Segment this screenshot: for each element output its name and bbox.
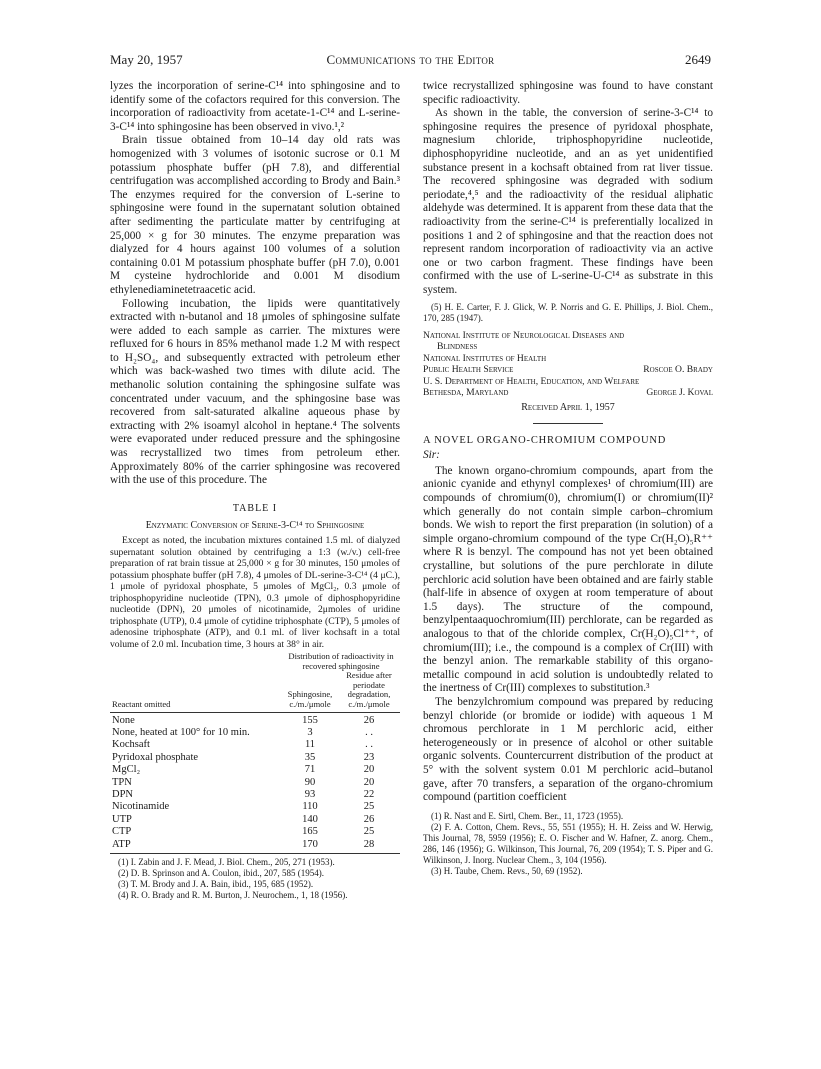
footnote: (1) R. Nast and E. Sirtl, Chem. Ber., 11, 1723 (1955). (431, 810, 624, 821)
cell-residue: 23 (363, 751, 375, 763)
cell-sphingosine: 110 (302, 801, 318, 813)
table-row (110, 814, 400, 826)
paragraph: The known organo-chromium compounds, apart from the anionic cyanide and ethynyl complexes¹ of chromium(III) are compounds of chromium(0), chromium(I) or chromium(II)² which generally do not contain simple carbon–chromium bonds. We wish to report the first preparation (in solution) of a simple organo-chromium compound of the type Cr(H₂O)₅R⁺⁺ where R is benzyl. The compound has not yet been obtained crystalline, but solutions of the pure perchlorate in dilute perchloric acid solution have been obtained and are fairly stable (half-life in absence of oxygen at room temperature of about 1.5 days). The structure of the compound, benzylpentaaquochromium(III) perchlorate, can be regarded as analogous to that of the chloride complex, Cr(H₂O)₅Cl⁺⁺, of chromium(III); i.e., the compound is a complex of Cr(III) with the benzyl anion. The remarkable stability of this organo-metallic compound in acid solution is undoubtedly related to the inertness of Cr(III) complexes to substitution.³ (423, 464, 713, 695)
footnote: (2) F. A. Cotton, Chem. Revs., 55, 551 (1955); H. H. Zeiss and W. Herwig, This Journal, 78, 5959 (1956); E. O. Fischer and W. Hafner, Z. anorg. Chem., 286, 146 (1956); G. Wilkinson, This Journal, 76, 209 (1954); T. S. Piper and G. Wilkinson, J. Inorg. Nuclear Chem., 3, 104 (1956). (423, 821, 713, 865)
table-row (110, 727, 400, 739)
cell-residue: 25 (363, 801, 375, 813)
cell-sphingosine: 140 (302, 813, 318, 825)
page-number: 2649 (685, 52, 711, 67)
cell-sphingosine: 170 (282, 839, 338, 854)
left-column (110, 80, 400, 901)
cell-reactant: Nicotinamide (112, 801, 170, 813)
paragraph: The benzylchromium compound was prepared by reducing benzyl chloride (or bromide or iodide) with aqueous 1 M chromous perchlorate in 1 M perchloric acid, either heterogeneously or in presence of alcohol or other suitable organic solvents. Countercurrent distribution of the product at 5° with the solvent system 0.01 M perchloric acid–butanol gave, after 70 transfers, a separation of the organo-chromium compound (partition coefficient (423, 695, 713, 804)
affiliation-line: Bethesda, Maryland (423, 387, 509, 399)
cell-residue: . . (365, 726, 373, 738)
salutation: Sir: (423, 449, 440, 462)
cell-reactant: UTP (112, 813, 132, 825)
cell-sphingosine: 155 (302, 714, 318, 726)
cell-residue: 22 (363, 789, 375, 800)
section-divider (533, 423, 603, 424)
affiliation-line: National Institutes of Health (423, 352, 547, 364)
cell-sphingosine: 165 (302, 826, 318, 838)
right-column (423, 80, 713, 877)
table-body (110, 712, 400, 853)
cell-residue: 28 (338, 839, 400, 854)
table-row (110, 712, 400, 727)
cell-sphingosine: 11 (304, 739, 316, 751)
table-group-header: Distribution of radioactivity in recovered sphingosine (288, 651, 394, 671)
cell-reactant: None (112, 714, 135, 726)
cell-reactant: Kochsaft (112, 739, 150, 751)
footnote: (3) H. Taube, Chem. Revs., 50, 69 (1952). (431, 865, 583, 876)
affiliation-line: Public Health Service (423, 364, 514, 376)
cell-sphingosine: 90 (304, 776, 316, 788)
received-date: Received April 1, 1957 (521, 402, 615, 414)
col-header-residue: Residue after periodate degradation, c./m./μmole (338, 671, 400, 712)
cell-residue: 25 (363, 826, 375, 838)
header-journal-section: Communications to the Editor (326, 52, 495, 67)
table-caption: Enzymatic Conversion of Serine-3-C¹⁴ to Sphingosine (145, 520, 365, 532)
footnote: (1) I. Zabin and J. F. Mead, J. Biol. Chem., 205, 271 (1953). (118, 857, 335, 868)
col-header-sphingosine: Sphingosine, c./m./μmole (282, 671, 338, 712)
table-row (110, 739, 400, 751)
paragraph: lyzes the incorporation of serine-C¹⁴ into sphingosine and to identify some of the cofactors required for this conversion. The incorporation of radioactivity from acetate-1-C¹⁴ and L-serine-3-C¹⁴ into sphingosine has been observed in vivo.¹,² (110, 80, 400, 133)
author-name: George J. Koval (646, 387, 713, 399)
cell-residue: 26 (363, 813, 375, 825)
cell-sphingosine: 71 (304, 764, 316, 776)
affiliation-line: U. S. Department of Health, Education, and Welfare (423, 375, 640, 387)
table-row (110, 777, 400, 789)
paragraph: As shown in the table, the conversion of serine-3-C¹⁴ to sphingosine requires the presence of pyridoxal phosphate, magnesium chloride, triphosphopyridine nucleotide, diphosphopyridine nucleotide, and an as yet unidentified substance present in a kochsaft obtained from rat liver tissue. The recovered sphingosine was degraded with sodium periodate,⁴,⁵ and the radioactivity of the residual aliphatic aldehyde was determined. It is apparent from these data that the radioactivity from the serine-C¹⁴ is preferentially localized in positions 1 and 2 of sphingosine and that the reaction does not represent random incorporation of radioactivity via an active one or two carbon fragment. These findings have been confirmed with the use of L-serine-U-C¹⁴ as substrate in this system. (423, 107, 713, 296)
cell-reactant: Pyridoxal phosphate (112, 751, 199, 763)
cell-sphingosine: 3 (307, 726, 313, 738)
cell-residue: 26 (363, 714, 375, 726)
author-name: Roscoe O. Brady (643, 364, 713, 376)
cell-reactant: DPN (112, 789, 134, 800)
cell-reactant: None, heated at 100° for 10 min. (112, 726, 250, 738)
cell-residue: 20 (363, 764, 375, 776)
cell-reactant: TPN (112, 776, 132, 788)
footnote: (2) D. B. Sprinson and A. Coulon, ibid., 207, 585 (1954). (118, 868, 324, 879)
table-row (110, 789, 400, 801)
cell-sphingosine: 93 (304, 789, 316, 800)
affiliation-line: Blindness (437, 341, 478, 353)
header-date: May 20, 1957 (110, 52, 183, 67)
footnote: (5) H. E. Carter, F. J. Glick, W. P. Norris and G. E. Phillips, J. Biol. Chem., 170, 285 (1947). (423, 301, 713, 323)
col-header-reactant: Reactant omitted (110, 671, 282, 712)
affiliation-line: National Institute of Neurological Diseases and (423, 329, 625, 341)
running-header (110, 52, 711, 70)
cell-residue: 20 (363, 776, 375, 788)
cell-reactant: MgCl₂ (112, 764, 141, 776)
table-row (110, 801, 400, 813)
cell-reactant: CTP (112, 826, 132, 838)
left-footnotes (110, 857, 400, 901)
paragraph: twice recrystallized sphingosine was found to have constant specific radioactivity. (423, 80, 713, 106)
table-row (110, 839, 400, 854)
paragraph: Brain tissue obtained from 10–14 day old rats was homogenized with 3 volumes of isotonic sucrose or 0.1 M potassium phosphate buffer (pH 7.8), and differential centrifugation was accomplished according to Brody and Bain.³ The enzymes required for the conversion of L-serine to sphingosine were found in the supernatant solution obtained after sedimenting the particulate matter by centrifuging at 25,000 × g for 30 minutes. The enzyme preparation was dialyzed for 4 hours against 100 volumes of a solution containing 0.01 M potassium phosphate buffer (pH 7.0), 0.001 M cysteine hydrochloride and 0.001 M disodium ethylenediaminetetraacetic acid. (110, 134, 400, 296)
table-row (110, 752, 400, 764)
footnote-5 (423, 302, 713, 324)
table-row (110, 826, 400, 838)
right-footnotes (423, 811, 713, 877)
footnote: (4) R. O. Brady and R. M. Burton, J. Neurochem., 1, 18 (1956). (118, 890, 348, 901)
paragraph: Following incubation, the lipids were quantitatively extracted with n-butanol and 18 μmoles of sphingosine sulfate were added to each sample as carrier. The mixtures were refluxed for 6 hours in 85% methanol made 1.2 M with respect to H₂SO₄, and subsequently extracted with petroleum ether which was back-washed two times with dilute acid. The methanolic solution containing the sphingosine sulfate was concentrated under vacuum, and the sphingosine base was recovered from salt-saturated alkaline aqueous phase by extracting with 2% isoamyl alcohol in heptane.⁴ The solvents were evaporated under reduced pressure and the sphingosine was recrystallized two times from petroleum ether. Approximately 80% of the carrier sphingosine was recovered with the use of this procedure. The (110, 297, 400, 487)
cell-residue: . . (365, 739, 373, 751)
table-note: Except as noted, the incubation mixtures contained 1.5 ml. of dialyzed supernatant solution obtained by centrifuging a 1:3 (w./v.) cell-free preparation of rat brain tissue at 25,000 × g for 30 minutes, 150 μmoles of potassium phosphate buffer (pH 7.8), 4 μmoles of DL-serine-3-C¹⁴ (4 μC.), 1 μmole of pyridoxal phosphate, 5 μmoles of MgCl₂, 0.3 μmole of triphosphopyridine nucleotide (TPN), 0.3 μmole of diphosphopyridine nucleotide (DPN), 20 μmoles of nicotinamide, 2μmoles of uridine triphosphate (UTP), 0.4 μmole of cytidine triphosphate (CTP), 5 μmoles of adenosine triphosphate (ATP), and 0.1 ml. of liver kochsaft in a total volume of 2.0 ml. Incubation time, 3 hours at 38° in air. (110, 535, 400, 650)
cell-reactant: ATP (110, 839, 282, 854)
footnote: (3) T. M. Brody and J. A. Bain, ibid., 195, 685 (1952). (118, 879, 314, 890)
communication-title: A NOVEL ORGANO-CHROMIUM COMPOUND (423, 434, 667, 446)
author-address (423, 330, 713, 400)
data-table (110, 652, 400, 854)
table-title: TABLE I (232, 502, 278, 514)
cell-sphingosine: 35 (304, 751, 316, 763)
table-row (110, 764, 400, 776)
